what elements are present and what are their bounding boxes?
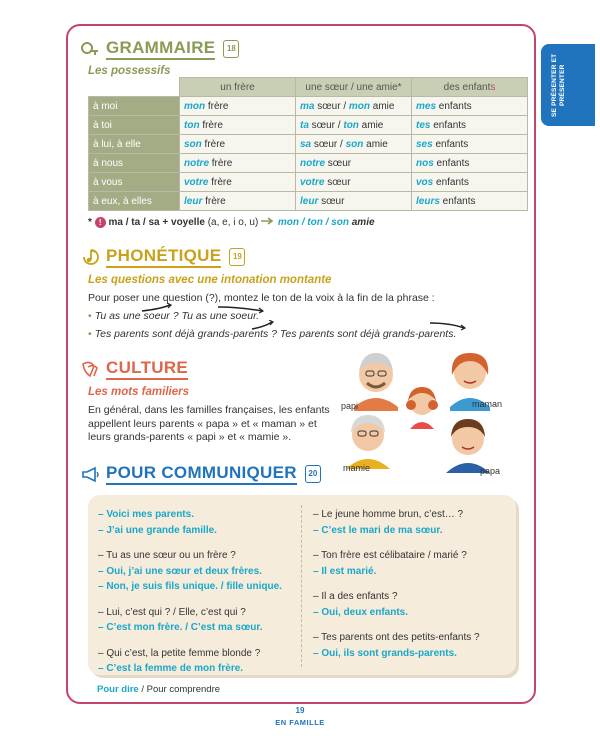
label-mamie: mamie bbox=[343, 463, 371, 473]
possessive-word: son bbox=[184, 138, 202, 150]
megaphone-icon bbox=[80, 465, 100, 483]
section-name: EN FAMILLE bbox=[275, 718, 325, 727]
culture-text: En général, dans les familles françaises, les enfants appellent leurs parents « papa » et « maman » et leurs grands-parents « papi » et « mamie ». bbox=[88, 404, 330, 443]
noun: frère bbox=[201, 138, 226, 150]
noun: sœur bbox=[318, 195, 345, 207]
phonetique-subtitle: Les questions avec une intonation montante bbox=[88, 274, 332, 286]
possessive-word: ton bbox=[343, 119, 359, 131]
table-cell bbox=[412, 116, 528, 135]
dialogue-line-dire: – J’ai une grande famille. bbox=[98, 524, 217, 536]
table-cell bbox=[296, 192, 412, 211]
noun: frère bbox=[202, 195, 226, 207]
dialogue-line-comprendre: – Le jeune homme brun, c’est… ? bbox=[313, 509, 464, 520]
bullet-dot: • bbox=[88, 328, 92, 340]
phonetique-track-badge: 19 bbox=[229, 248, 245, 266]
row-label: à nous bbox=[89, 154, 180, 173]
note-result: mon / ton / son bbox=[277, 217, 349, 229]
dialogue-group bbox=[98, 548, 298, 595]
dialogue-line-dire: – Oui, deux enfants. bbox=[313, 606, 409, 618]
possessive-word: leur bbox=[300, 195, 319, 207]
side-tab-label: SE PRÉSENTER ET PRÉSENTER bbox=[551, 53, 566, 117]
legend-comprendre: / Pour comprendre bbox=[138, 684, 221, 695]
table-cell bbox=[180, 154, 296, 173]
grammaire-heading bbox=[80, 38, 239, 60]
communiquer-track-badge: 20 bbox=[305, 465, 321, 483]
intonation-arrows bbox=[250, 320, 472, 332]
table-header-row bbox=[89, 78, 528, 97]
possessive-word: nos bbox=[416, 157, 434, 169]
table-cell bbox=[296, 97, 412, 116]
phonetique-title: PHONÉTIQUE bbox=[106, 246, 221, 268]
table-row bbox=[89, 135, 528, 154]
plural-s: s bbox=[490, 81, 496, 93]
example-text: Tes parents sont déjà grands-parents ? Tes parents sont déjà grands-parents. bbox=[94, 328, 457, 340]
note-vowels: (a, e, i o, u) bbox=[207, 217, 259, 229]
column-header: un frère bbox=[180, 78, 296, 97]
note-asterisk: * bbox=[88, 217, 92, 229]
table-cell bbox=[412, 97, 528, 116]
dialogue-group bbox=[313, 548, 513, 579]
dialogue-line-dire: – C’est le mari de ma sœur. bbox=[313, 524, 443, 536]
bullet-dot: • bbox=[88, 310, 92, 322]
dialogue-group bbox=[98, 605, 298, 636]
dialogue-line-dire: – Voici mes parents. bbox=[98, 509, 194, 520]
legend bbox=[97, 684, 220, 695]
exclamation-icon: ! bbox=[95, 217, 106, 228]
grammaire-track-badge: 18 bbox=[223, 40, 239, 58]
possessive-word: leur bbox=[184, 195, 203, 207]
possessive-word: notre bbox=[184, 157, 209, 169]
table-cell bbox=[412, 135, 528, 154]
dialogue-group bbox=[98, 507, 298, 538]
dialogue-line-dire: – C’est mon frère. / C’est ma sœur. bbox=[98, 622, 263, 633]
table-cell bbox=[180, 116, 296, 135]
table-cell bbox=[296, 154, 412, 173]
row-label: à vous bbox=[89, 173, 180, 192]
column-divider bbox=[301, 505, 302, 667]
noun: amie bbox=[370, 100, 395, 112]
label-papa: papa bbox=[480, 466, 501, 476]
row-label: à toi bbox=[89, 116, 180, 135]
dialogue-box bbox=[88, 495, 516, 675]
column-header: une sœur / une amie* bbox=[296, 78, 412, 97]
dialogue-group bbox=[313, 589, 513, 620]
dialogue-line-dire: – C’est la femme de mon frère. bbox=[98, 663, 244, 674]
table-cell bbox=[296, 116, 412, 135]
dialogue-line-comprendre: – Lui, c’est qui ? / Elle, c’est qui ? bbox=[98, 606, 246, 618]
dialogue-column-right bbox=[313, 507, 513, 671]
table-cell bbox=[412, 192, 528, 211]
noun: sœur / bbox=[308, 119, 344, 131]
row-label: à lui, à elle bbox=[89, 135, 180, 154]
noun: frère bbox=[205, 100, 229, 112]
example-text: Tu as une soeur ? Tu as une soeur. bbox=[94, 310, 260, 322]
magnifier-icon bbox=[80, 40, 100, 58]
possessive-word: ton bbox=[184, 119, 200, 131]
noun: enfants bbox=[439, 195, 476, 207]
side-tab[interactable] bbox=[541, 44, 595, 126]
dialogue-line-dire: – Oui, ils sont grands-parents. bbox=[313, 647, 457, 659]
table-row bbox=[89, 192, 528, 211]
possessive-word: ma bbox=[300, 100, 315, 112]
noun: enfants bbox=[433, 157, 470, 169]
table-cell bbox=[180, 135, 296, 154]
possessive-word: mes bbox=[416, 100, 437, 112]
dialogue-line-comprendre: – Il a des enfants ? bbox=[313, 591, 398, 602]
noun: sœur bbox=[324, 176, 351, 188]
possessive-word: votre bbox=[300, 176, 325, 188]
noun: enfants bbox=[432, 138, 469, 150]
music-note-icon bbox=[80, 248, 100, 266]
culture-title: CULTURE bbox=[106, 358, 188, 380]
table-cell bbox=[180, 97, 296, 116]
culture-heading bbox=[80, 358, 188, 380]
table-cell bbox=[296, 173, 412, 192]
dialogue-line-comprendre: – Tu as une sœur ou un frère ? bbox=[98, 550, 236, 561]
row-label: à moi bbox=[89, 97, 180, 116]
table-row bbox=[89, 173, 528, 192]
noun: frère bbox=[199, 119, 223, 131]
table-row bbox=[89, 154, 528, 173]
column-header bbox=[412, 78, 528, 97]
possessive-word: notre bbox=[300, 157, 325, 169]
possessive-word: mon bbox=[184, 100, 206, 112]
table-cell bbox=[296, 135, 412, 154]
phonetique-intro: Pour poser une question (?), montez le ton de la voix à la fin de la phrase : bbox=[88, 292, 435, 304]
table-row bbox=[89, 97, 528, 116]
table-cell bbox=[412, 154, 528, 173]
noun: sœur bbox=[325, 157, 352, 169]
dialogue-line-dire: – Oui, j’ai une sœur et deux frères. bbox=[98, 565, 262, 577]
phonetique-heading bbox=[80, 246, 245, 268]
possessive-word: leurs bbox=[416, 195, 440, 207]
row-label: à eux, à elles bbox=[89, 192, 180, 211]
noun: enfants bbox=[436, 100, 472, 112]
possessive-word: tes bbox=[416, 119, 431, 131]
grammaire-subtitle: Les possessifs bbox=[88, 65, 171, 77]
dialogue-group bbox=[313, 630, 513, 661]
dialogue-line-comprendre: – Tes parents ont des petits-enfants ? bbox=[313, 632, 480, 643]
grammar-note bbox=[88, 217, 375, 228]
communiquer-heading bbox=[80, 463, 321, 485]
possessive-word: votre bbox=[184, 176, 209, 188]
family-illustration bbox=[334, 345, 509, 480]
grammaire-title: GRAMMAIRE bbox=[106, 38, 215, 60]
possessive-word: ses bbox=[416, 138, 433, 150]
dialogue-line-dire: – Il est marié. bbox=[313, 565, 377, 577]
table-row bbox=[89, 116, 528, 135]
possessive-word: mon bbox=[348, 100, 371, 112]
note-rule: ma / ta / sa + voyelle bbox=[108, 217, 205, 229]
dialogue-column-left bbox=[98, 507, 298, 687]
dialogue-line-dire: – Non, je suis fils unique. / fille unique. bbox=[98, 581, 282, 592]
possessive-word: vos bbox=[416, 176, 434, 188]
dialogue-group bbox=[98, 646, 298, 677]
page-number: 19 bbox=[295, 706, 305, 715]
arrow-right-icon bbox=[261, 217, 275, 225]
noun: sœur / bbox=[314, 100, 349, 112]
communiquer-title: POUR COMMUNIQUER bbox=[106, 463, 297, 485]
possessive-word: sa bbox=[300, 138, 312, 150]
culture-subtitle: Les mots familiers bbox=[88, 386, 189, 398]
possessive-word: ta bbox=[300, 119, 309, 131]
culture-icon bbox=[80, 360, 100, 378]
dialogue-line-comprendre: – Ton frère est célibataire / marié ? bbox=[313, 550, 467, 561]
noun: enfants bbox=[433, 176, 469, 188]
label-maman: maman bbox=[472, 399, 503, 409]
noun: frère bbox=[208, 176, 232, 188]
table-cell bbox=[180, 192, 296, 211]
possessive-word: son bbox=[345, 138, 364, 150]
noun: sœur / bbox=[311, 138, 346, 150]
noun: amie bbox=[358, 119, 384, 131]
dialogue-line-comprendre: – Qui c’est, la petite femme blonde ? bbox=[98, 647, 261, 659]
intonation-arrows bbox=[140, 303, 280, 315]
legend-dire: Pour dire bbox=[97, 684, 139, 695]
noun: frère bbox=[209, 157, 233, 169]
header-enfants: des enfant bbox=[443, 81, 491, 93]
table-cell bbox=[412, 173, 528, 192]
table-corner bbox=[89, 78, 180, 97]
label-papi: papi bbox=[341, 401, 359, 411]
noun: amie bbox=[363, 138, 388, 150]
possessives-table bbox=[88, 77, 528, 211]
note-amie: amie bbox=[351, 217, 375, 229]
noun: enfants bbox=[430, 119, 467, 131]
dialogue-group bbox=[313, 507, 513, 538]
table-cell bbox=[180, 173, 296, 192]
